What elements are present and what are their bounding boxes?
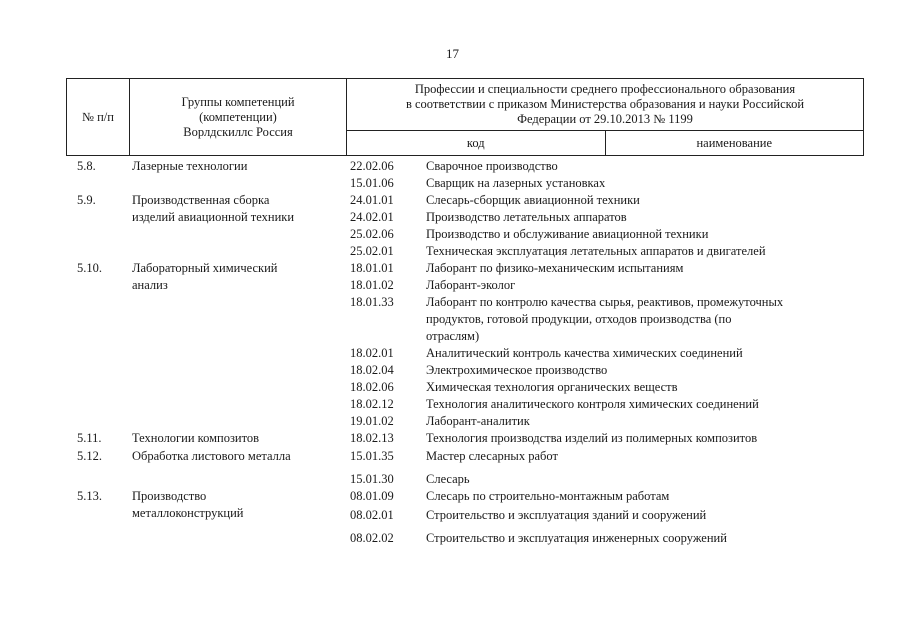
profession-code: 24.01.01 — [350, 193, 394, 207]
row-number: 5.11. — [77, 431, 102, 445]
profession-name-line: Строительство и эксплуатация инженерных сооружений — [426, 531, 727, 545]
profession-name — [426, 530, 856, 547]
profession-code: 18.02.01 — [350, 346, 394, 360]
competency-group — [132, 488, 340, 522]
profession-name-line: Сварочное производство — [426, 159, 558, 173]
profession-code: 18.01.02 — [350, 278, 394, 292]
profession-name-line: Технология производства изделий из полимерных композитов — [426, 431, 758, 445]
profession-name-line: Слесарь — [426, 472, 470, 486]
competency-group — [132, 192, 340, 226]
header-num: № п/п — [67, 79, 130, 156]
profession-name-line: Лаборант-эколог — [426, 278, 516, 292]
profession-name-line: Химическая технология органических веществ — [426, 380, 678, 394]
profession-code: 18.02.12 — [350, 397, 394, 411]
header-code: код — [347, 131, 606, 156]
competency-group-line: металлоконструкций — [132, 506, 244, 520]
profession-name-line: отраслям) — [426, 329, 480, 343]
profession-code: 19.01.02 — [350, 414, 394, 428]
profession-code: 18.02.06 — [350, 380, 394, 394]
profession-name — [426, 507, 856, 524]
competency-group-line: Лазерные технологии — [132, 159, 248, 173]
row-number: 5.9. — [77, 193, 96, 207]
competency-group — [132, 430, 340, 447]
profession-code: 18.02.04 — [350, 363, 394, 377]
row-number: 5.8. — [77, 159, 96, 173]
profession-name — [426, 413, 856, 430]
profession-name-line: Сварщик на лазерных установках — [426, 176, 606, 190]
profession-name-line: Производство летательных аппаратов — [426, 210, 627, 224]
profession-name-line: Аналитический контроль качества химических соединений — [426, 346, 743, 360]
competency-group — [132, 260, 340, 294]
competency-group-line: Производство — [132, 489, 207, 503]
profession-code: 18.01.01 — [350, 261, 394, 275]
profession-name — [426, 430, 856, 447]
profession-name-line: Электрохимическое производство — [426, 363, 608, 377]
profession-name — [426, 277, 856, 294]
competency-group-line: Обработка листового металла — [132, 449, 291, 463]
profession-code: 22.02.06 — [350, 159, 394, 173]
row-number: 5.13. — [77, 489, 102, 503]
profession-name-line: Лаборант по физико-механическим испытаниям — [426, 261, 684, 275]
header-group-line: Ворлдскиллс Россия — [183, 124, 293, 139]
profession-name-line: Техническая эксплуатация летательных аппаратов и двигателей — [426, 244, 766, 258]
header-professions-line: в соответствии с приказом Министерства образования и науки Российской — [405, 97, 805, 111]
profession-name-line: Технология аналитического контроля химических соединений — [426, 397, 759, 411]
header-professions-line: Федерации от 29.10.2013 № 1199 — [517, 112, 693, 126]
profession-name — [426, 192, 856, 209]
profession-name-line: продуктов, готовой продукции, отходов производства (по — [426, 312, 732, 326]
profession-name — [426, 396, 856, 413]
profession-code: 15.01.30 — [350, 472, 394, 486]
profession-name — [426, 158, 856, 175]
row-number: 5.10. — [77, 261, 102, 275]
header-professions-line: Профессии и специальности среднего профессионального образования — [414, 82, 796, 96]
profession-name — [426, 345, 856, 362]
competency-group-line: изделий авиационной техники — [132, 210, 295, 224]
profession-code: 08.01.09 — [350, 489, 394, 503]
profession-name — [426, 379, 856, 396]
profession-name-line: Слесарь по строительно-монтажным работам — [426, 489, 670, 503]
profession-name — [426, 471, 856, 488]
profession-code: 25.02.01 — [350, 244, 394, 258]
profession-code: 18.01.33 — [350, 295, 394, 309]
profession-code: 08.02.01 — [350, 508, 394, 522]
profession-name-line: Лаборант по контролю качества сырья, реактивов, промежуточных — [426, 295, 784, 309]
competency-group-line: Производственная сборка — [132, 193, 270, 207]
profession-name — [426, 260, 856, 277]
header-professions — [347, 79, 864, 131]
profession-name — [426, 226, 856, 243]
header-group — [130, 79, 347, 156]
header-group-line: (компетенции) — [199, 109, 277, 124]
header-name: наименование — [605, 131, 864, 156]
profession-name — [426, 243, 856, 260]
row-number: 5.12. — [77, 449, 102, 463]
header-group-line: Группы компетенций — [181, 94, 295, 109]
profession-name-line: Мастер слесарных работ — [426, 449, 558, 463]
profession-name-line: Слесарь-сборщик авиационной техники — [426, 193, 640, 207]
competency-group-line: Лабораторный химический — [132, 261, 278, 275]
profession-name — [426, 294, 856, 345]
profession-code: 24.02.01 — [350, 210, 394, 224]
page-number: 17 — [446, 46, 459, 61]
table-header — [66, 78, 864, 156]
profession-name — [426, 209, 856, 226]
profession-name-line: Строительство и эксплуатация зданий и сооружений — [426, 508, 707, 522]
profession-code: 25.02.06 — [350, 227, 394, 241]
profession-name — [426, 448, 856, 465]
profession-name — [426, 362, 856, 379]
profession-code: 15.01.06 — [350, 176, 394, 190]
competency-group-line: Технологии композитов — [132, 431, 260, 445]
profession-name — [426, 488, 856, 505]
profession-code: 15.01.35 — [350, 449, 394, 463]
competency-group — [132, 158, 340, 175]
profession-code: 08.02.02 — [350, 531, 394, 545]
competency-group — [132, 448, 340, 465]
profession-name — [426, 175, 856, 192]
profession-code: 18.02.13 — [350, 431, 394, 445]
profession-name-line: Производство и обслуживание авиационной техники — [426, 227, 709, 241]
profession-name-line: Лаборант-аналитик — [426, 414, 530, 428]
competency-group-line: анализ — [132, 278, 168, 292]
